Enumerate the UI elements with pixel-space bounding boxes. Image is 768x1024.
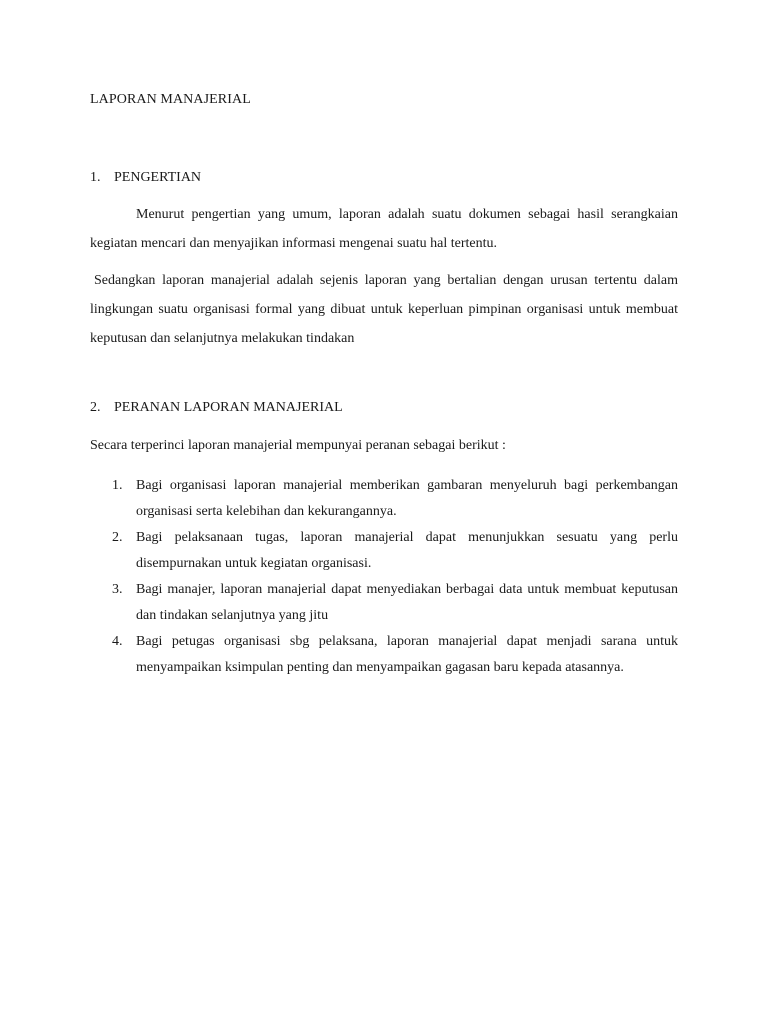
section-2-heading [90, 399, 343, 417]
list-item-number: 3. [112, 582, 123, 597]
list-item-text: Bagi pelaksanaan tugas, laporan manajerial dapat menunjukkan sesuatu yang perlu disempurnakan untuk kegiatan organisasi. [136, 530, 678, 571]
roles-list [90, 473, 678, 681]
list-item-text: Bagi manajer, laporan manajerial dapat menyediakan berbagai data untuk membuat keputusan dan tindakan selanjutnya yang jitu [136, 582, 678, 623]
list-item [90, 629, 678, 681]
list-item-number: 1. [112, 478, 123, 493]
section-1-number: 1. [90, 170, 101, 185]
section-1-title: PENGERTIAN [114, 170, 202, 185]
section-1-heading [90, 169, 201, 187]
section-1-paragraph-1: Menurut pengertian yang umum, laporan adalah suatu dokumen sebagai hasil serangkaian kegiatan mencari dan menyajikan informasi mengenai suatu hal tertentu. [90, 207, 678, 251]
list-item [90, 525, 678, 577]
list-item-text: Bagi petugas organisasi sbg pelaksana, laporan manajerial dapat menjadi sarana untuk menyampaikan ksimpulan penting dan menyampaikan gagasan baru kepada atasannya. [136, 634, 678, 675]
list-item-text: Bagi organisasi laporan manajerial memberikan gambaran menyeluruh bagi perkembangan organisasi serta kelebihan dan kekurangannya. [136, 478, 678, 519]
list-item-number: 2. [112, 530, 123, 545]
list-item [90, 473, 678, 525]
document-title: LAPORAN MANAJERIAL [90, 92, 251, 107]
section-1-paragraph-2: Sedangkan laporan manajerial adalah sejenis laporan yang bertalian dengan urusan tertentu dalam lingkungan suatu organisasi formal yang dibuat untuk keperluan pimpinan organisasi untuk membuat keputusan dan selanjutnya melakukan tindakan [90, 273, 678, 346]
section-2-intro: Secara terperinci laporan manajerial mempunyai peranan sebagai berikut : [90, 438, 506, 453]
list-item-number: 4. [112, 634, 123, 649]
list-item [90, 577, 678, 629]
section-2-title: PERANAN LAPORAN MANAJERIAL [114, 400, 343, 415]
section-2-number: 2. [90, 400, 101, 415]
